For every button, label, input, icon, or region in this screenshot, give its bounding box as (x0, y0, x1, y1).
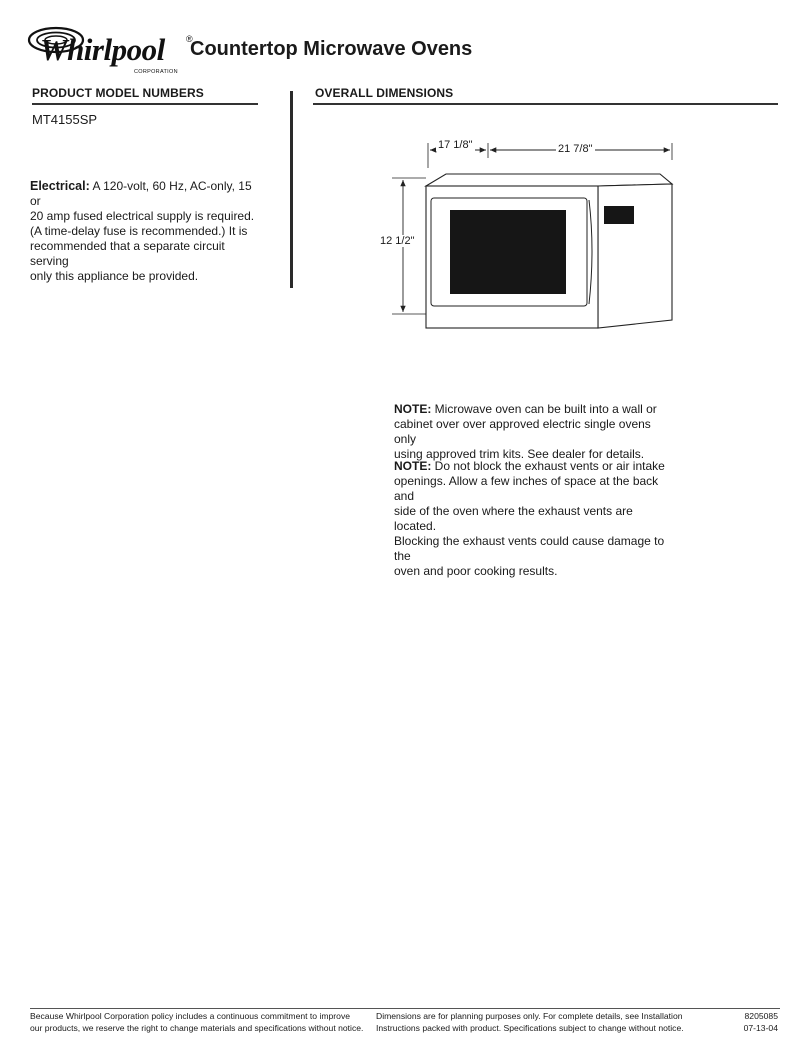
footer-disclaimer (376, 1011, 716, 1034)
note-line: Do not block the exhaust vents or air intake (431, 459, 665, 473)
electrical-line: (A time-delay fuse is recommended.) It is (30, 224, 248, 238)
document-number: 8205085 (744, 1011, 778, 1021)
note-built-in (394, 402, 666, 462)
footer-line: Because Whirlpool Corporation policy includes a continuous commitment to improve (30, 1011, 351, 1021)
note-line: oven and poor cooking results. (394, 564, 558, 578)
note-label: NOTE: (394, 459, 432, 473)
footer-policy (30, 1011, 370, 1034)
footer-doc-id (726, 1011, 778, 1034)
left-heading-rule (32, 103, 258, 105)
electrical-label: Electrical: (30, 179, 90, 193)
note-exhaust-vents (394, 459, 666, 579)
footer-rule (30, 1008, 780, 1009)
column-divider (290, 91, 293, 288)
note-line: Blocking the exhaust vents could cause damage to the (394, 534, 665, 563)
electrical-line: A 120-volt, 60 Hz, AC-only, 15 or (30, 179, 252, 208)
page-title: Countertop Microwave Ovens (190, 38, 473, 60)
document-date: 07-13-04 (743, 1022, 778, 1033)
microwave-dimension-drawing (360, 138, 690, 343)
electrical-requirements (30, 179, 262, 284)
whirlpool-logo (26, 16, 193, 75)
footer-line: Dimensions are for planning purposes only. For complete details, see Installation (376, 1011, 683, 1021)
footer-line: Instructions packed with product. Specifications subject to change without notice. (376, 1022, 684, 1033)
note-line: cabinet over over approved electric single ovens only (394, 417, 651, 446)
note-line: openings. Allow a few inches of space at the back and (394, 474, 659, 503)
note-line: side of the oven where the exhaust vents are located. (394, 504, 633, 533)
width-dimension: 21 7/8" (558, 143, 593, 155)
electrical-line: 20 amp fused electrical supply is required. (30, 209, 255, 223)
depth-dimension: 17 1/8" (438, 139, 473, 151)
model-numbers-heading: PRODUCT MODEL NUMBERS (32, 86, 204, 100)
footer-line: our products, we reserve the right to change materials and specifications without notice. (30, 1022, 364, 1033)
brand-corporation: CORPORATION (134, 69, 178, 75)
height-dimension: 12 1/2" (380, 235, 415, 247)
registered-mark: ® (186, 34, 193, 44)
electrical-line: only this appliance be provided. (30, 269, 199, 283)
model-number: MT4155SP (32, 112, 98, 127)
note-label: NOTE: (394, 402, 432, 416)
electrical-line: recommended that a separate circuit serving (30, 239, 225, 268)
brand-wordmark: Whirlpool (40, 32, 165, 67)
dimensions-heading: OVERALL DIMENSIONS (315, 86, 454, 100)
note-line: Microwave oven can be built into a wall or (431, 402, 657, 416)
note-line: using approved trim kits. See dealer for details. (394, 447, 645, 461)
right-heading-rule (313, 103, 778, 105)
